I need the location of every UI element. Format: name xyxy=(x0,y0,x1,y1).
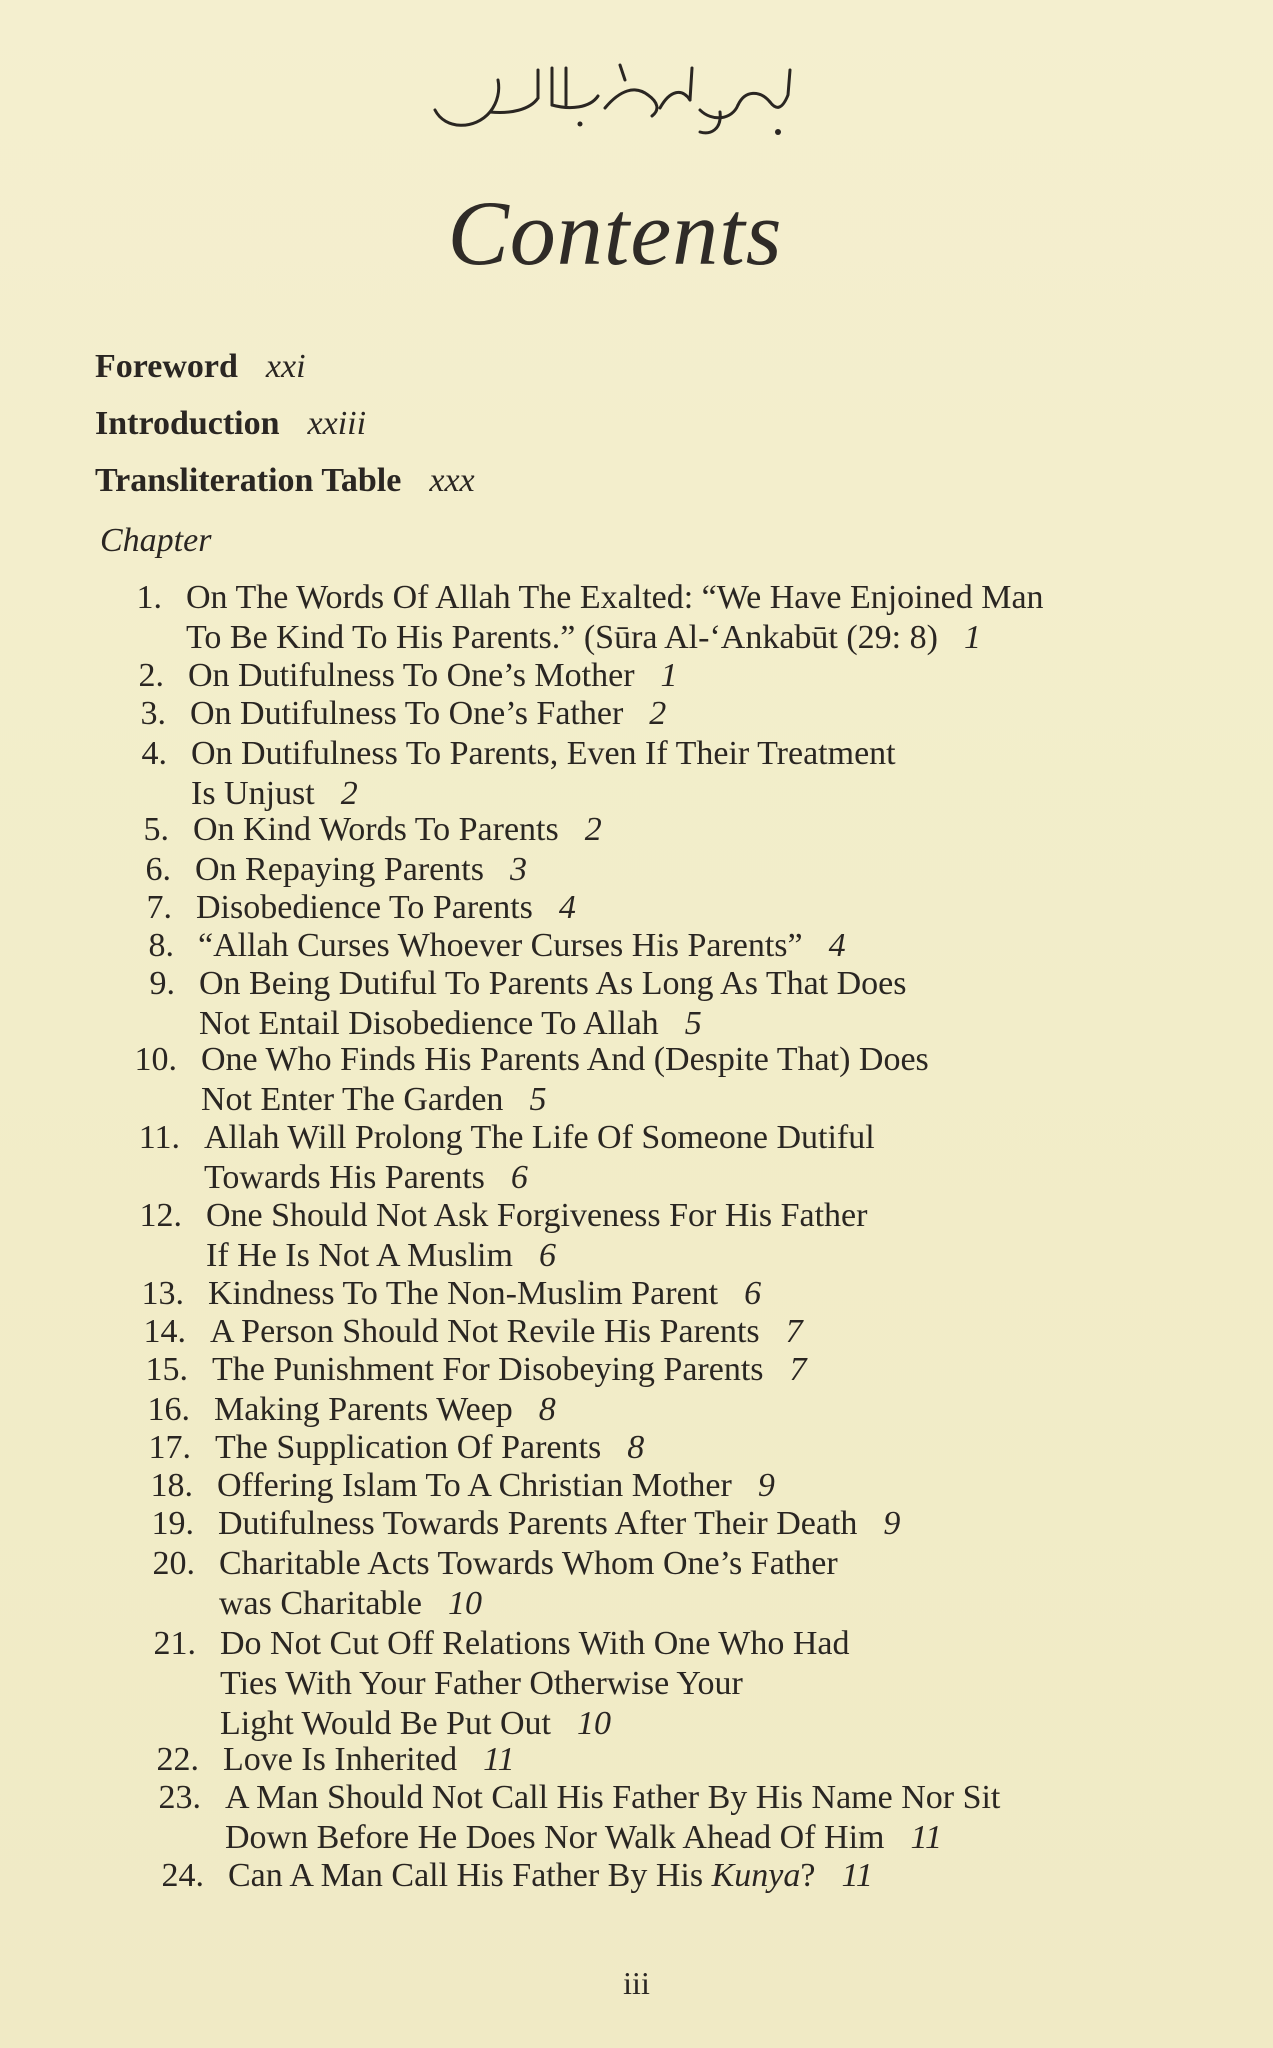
entry-line: Love Is Inherited xyxy=(223,1741,458,1778)
toc-entry xyxy=(146,888,576,928)
entry-line: Light Would Be Put Out xyxy=(220,1705,551,1742)
chapter-number: 2. xyxy=(138,657,164,694)
toc-entry xyxy=(134,1040,929,1120)
chapter-number: 24. xyxy=(161,1857,204,1894)
toc-entry xyxy=(136,578,1044,658)
entry-line: Is Unjust xyxy=(191,775,315,812)
entry-page: 4 xyxy=(558,889,576,926)
chapter-number: 19. xyxy=(151,1505,194,1542)
entry-line: On Dutifulness To One’s Father xyxy=(190,695,624,732)
page-number: iii xyxy=(623,1965,650,2001)
entry-line: Towards His Parents xyxy=(204,1159,485,1196)
toc-entry xyxy=(148,1428,645,1468)
chapter-number: 20. xyxy=(152,1545,195,1582)
toc-entry xyxy=(153,1624,850,1744)
toc-entry xyxy=(145,850,527,890)
chapter-number: 9. xyxy=(149,965,175,1002)
chapter-number: 8. xyxy=(148,927,174,964)
entry-line: On Being Dutiful To Parents As Long As That Does xyxy=(199,965,907,1002)
entry-page: 2 xyxy=(649,695,667,732)
entry-page: 11 xyxy=(841,1857,873,1894)
chapter-number: 13. xyxy=(141,1275,184,1312)
entry-line: Not Enter The Garden xyxy=(201,1081,504,1118)
entry-line: Charitable Acts Towards Whom One’s Father xyxy=(219,1545,838,1582)
chapter-number: 21. xyxy=(153,1625,196,1662)
entry-page: 8 xyxy=(627,1429,645,1466)
entry-page: 7 xyxy=(785,1313,803,1350)
entry-line: Ties With Your Father Otherwise Your xyxy=(220,1665,743,1702)
entry-line: A Person Should Not Revile His Parents xyxy=(210,1313,760,1350)
toc-entry xyxy=(156,1740,515,1780)
entry-trailing: ? xyxy=(800,1857,816,1894)
entry-italic-word: Kunya xyxy=(711,1857,801,1894)
entry-page: 11 xyxy=(483,1741,515,1778)
front-matter-page: xxx xyxy=(429,462,475,499)
toc-entry xyxy=(138,656,678,696)
toc-entry xyxy=(143,1312,803,1352)
front-matter-label: Introduction xyxy=(95,405,280,442)
entry-page: 1 xyxy=(963,619,981,656)
entry-page: 5 xyxy=(529,1081,547,1118)
entry-line: “Allah Curses Whoever Curses His Parents” xyxy=(198,927,803,964)
entry-line: Down Before He Does Nor Walk Ahead Of Him xyxy=(225,1819,885,1856)
page-title: Contents xyxy=(447,182,783,284)
chapter-number: 5. xyxy=(143,811,169,848)
entry-page: 6 xyxy=(510,1159,528,1196)
chapter-number: 7. xyxy=(146,889,172,926)
toc-entry xyxy=(152,1544,838,1624)
entry-line: One Should Not Ask Forgiveness For His Father xyxy=(206,1197,868,1234)
entry-page: 11 xyxy=(910,1819,942,1856)
entry-line: One Who Finds His Parents And (Despite That) Does xyxy=(201,1041,929,1078)
chapter-number: 3. xyxy=(140,695,166,732)
entry-page: 4 xyxy=(828,927,846,964)
chapter-number: 1. xyxy=(136,579,162,616)
entry-line: On The Words Of Allah The Exalted: “We Have Enjoined Man xyxy=(186,579,1044,616)
chapter-number: 15. xyxy=(145,1351,188,1388)
entry-line: On Repaying Parents xyxy=(195,851,484,888)
entry-line: On Kind Words To Parents xyxy=(193,811,559,848)
entry-line: The Punishment For Disobeying Parents xyxy=(212,1351,764,1388)
entry-page: 1 xyxy=(660,657,678,694)
entry-line: Dutifulness Towards Parents After Their Death xyxy=(218,1505,858,1542)
chapter-number: 14. xyxy=(143,1313,186,1350)
toc-entry xyxy=(148,926,846,966)
entry-page: 10 xyxy=(577,1705,611,1742)
toc-entry xyxy=(140,694,667,734)
toc-entry xyxy=(151,1504,901,1544)
toc-entry xyxy=(143,810,602,850)
chapter-number: 22. xyxy=(156,1741,199,1778)
entry-line: If He Is Not A Muslim xyxy=(206,1237,513,1274)
chapter-number: 18. xyxy=(150,1467,193,1504)
chapter-number: 16. xyxy=(147,1391,190,1428)
entry-page: 8 xyxy=(538,1391,556,1428)
entry-page: 3 xyxy=(509,851,527,888)
chapter-number: 4. xyxy=(141,735,167,772)
entry-page: 7 xyxy=(789,1351,807,1388)
entry-line: A Man Should Not Call His Father By His Name Nor Sit xyxy=(225,1779,1001,1816)
chapter-number: 6. xyxy=(145,851,171,888)
front-matter-page: xxiii xyxy=(307,405,367,442)
entry-line: Not Entail Disobedience To Allah xyxy=(199,1005,659,1042)
entry-page: 5 xyxy=(684,1005,702,1042)
toc-entry xyxy=(161,1856,873,1896)
entry-line: Kindness To The Non-Muslim Parent xyxy=(208,1275,719,1312)
entry-page: 2 xyxy=(584,811,602,848)
chapter-number: 12. xyxy=(139,1197,182,1234)
toc-entry xyxy=(149,964,907,1044)
entry-page: 9 xyxy=(883,1505,901,1542)
entry-page: 2 xyxy=(340,775,358,812)
toc-entry xyxy=(139,1196,868,1276)
front-matter-page: xxi xyxy=(265,348,306,385)
chapter-number: 17. xyxy=(148,1429,191,1466)
toc-entry xyxy=(138,1118,875,1198)
front-matter-label: Foreword xyxy=(95,348,238,385)
chapter-number: 23. xyxy=(158,1779,201,1816)
entry-page: 10 xyxy=(448,1585,482,1622)
chapter-number: 11. xyxy=(138,1119,180,1156)
entry-line: Can A Man Call His Father By His xyxy=(228,1857,704,1894)
front-matter-label: Transliteration Table xyxy=(95,462,402,499)
toc-entry xyxy=(141,734,896,814)
toc-entry xyxy=(147,1390,556,1430)
entry-line: Offering Islam To A Christian Mother xyxy=(217,1467,732,1504)
toc-entry xyxy=(145,1350,807,1390)
entry-line: was Charitable xyxy=(219,1585,422,1622)
entry-page: 6 xyxy=(538,1237,556,1274)
entry-line: Allah Will Prolong The Life Of Someone Dutiful xyxy=(204,1119,875,1156)
toc-entry xyxy=(150,1466,775,1506)
entry-line: Do Not Cut Off Relations With One Who Had xyxy=(220,1625,850,1662)
entry-line: The Supplication Of Parents xyxy=(215,1429,602,1466)
chapter-number: 10. xyxy=(134,1041,177,1078)
entry-line: On Dutifulness To One’s Mother xyxy=(188,657,635,694)
entry-page: 9 xyxy=(757,1467,775,1504)
toc-entry xyxy=(141,1274,762,1314)
entry-line: On Dutifulness To Parents, Even If Their Treatment xyxy=(191,735,896,772)
entry-line: Disobedience To Parents xyxy=(196,889,533,926)
chapter-heading: Chapter xyxy=(100,522,212,559)
entry-line: To Be Kind To His Parents.” (Sūra Al-‘Ankabūt (29: 8) xyxy=(186,619,938,656)
toc-entry xyxy=(158,1778,1001,1858)
entry-line: Making Parents Weep xyxy=(214,1391,513,1428)
entry-page: 6 xyxy=(744,1275,762,1312)
